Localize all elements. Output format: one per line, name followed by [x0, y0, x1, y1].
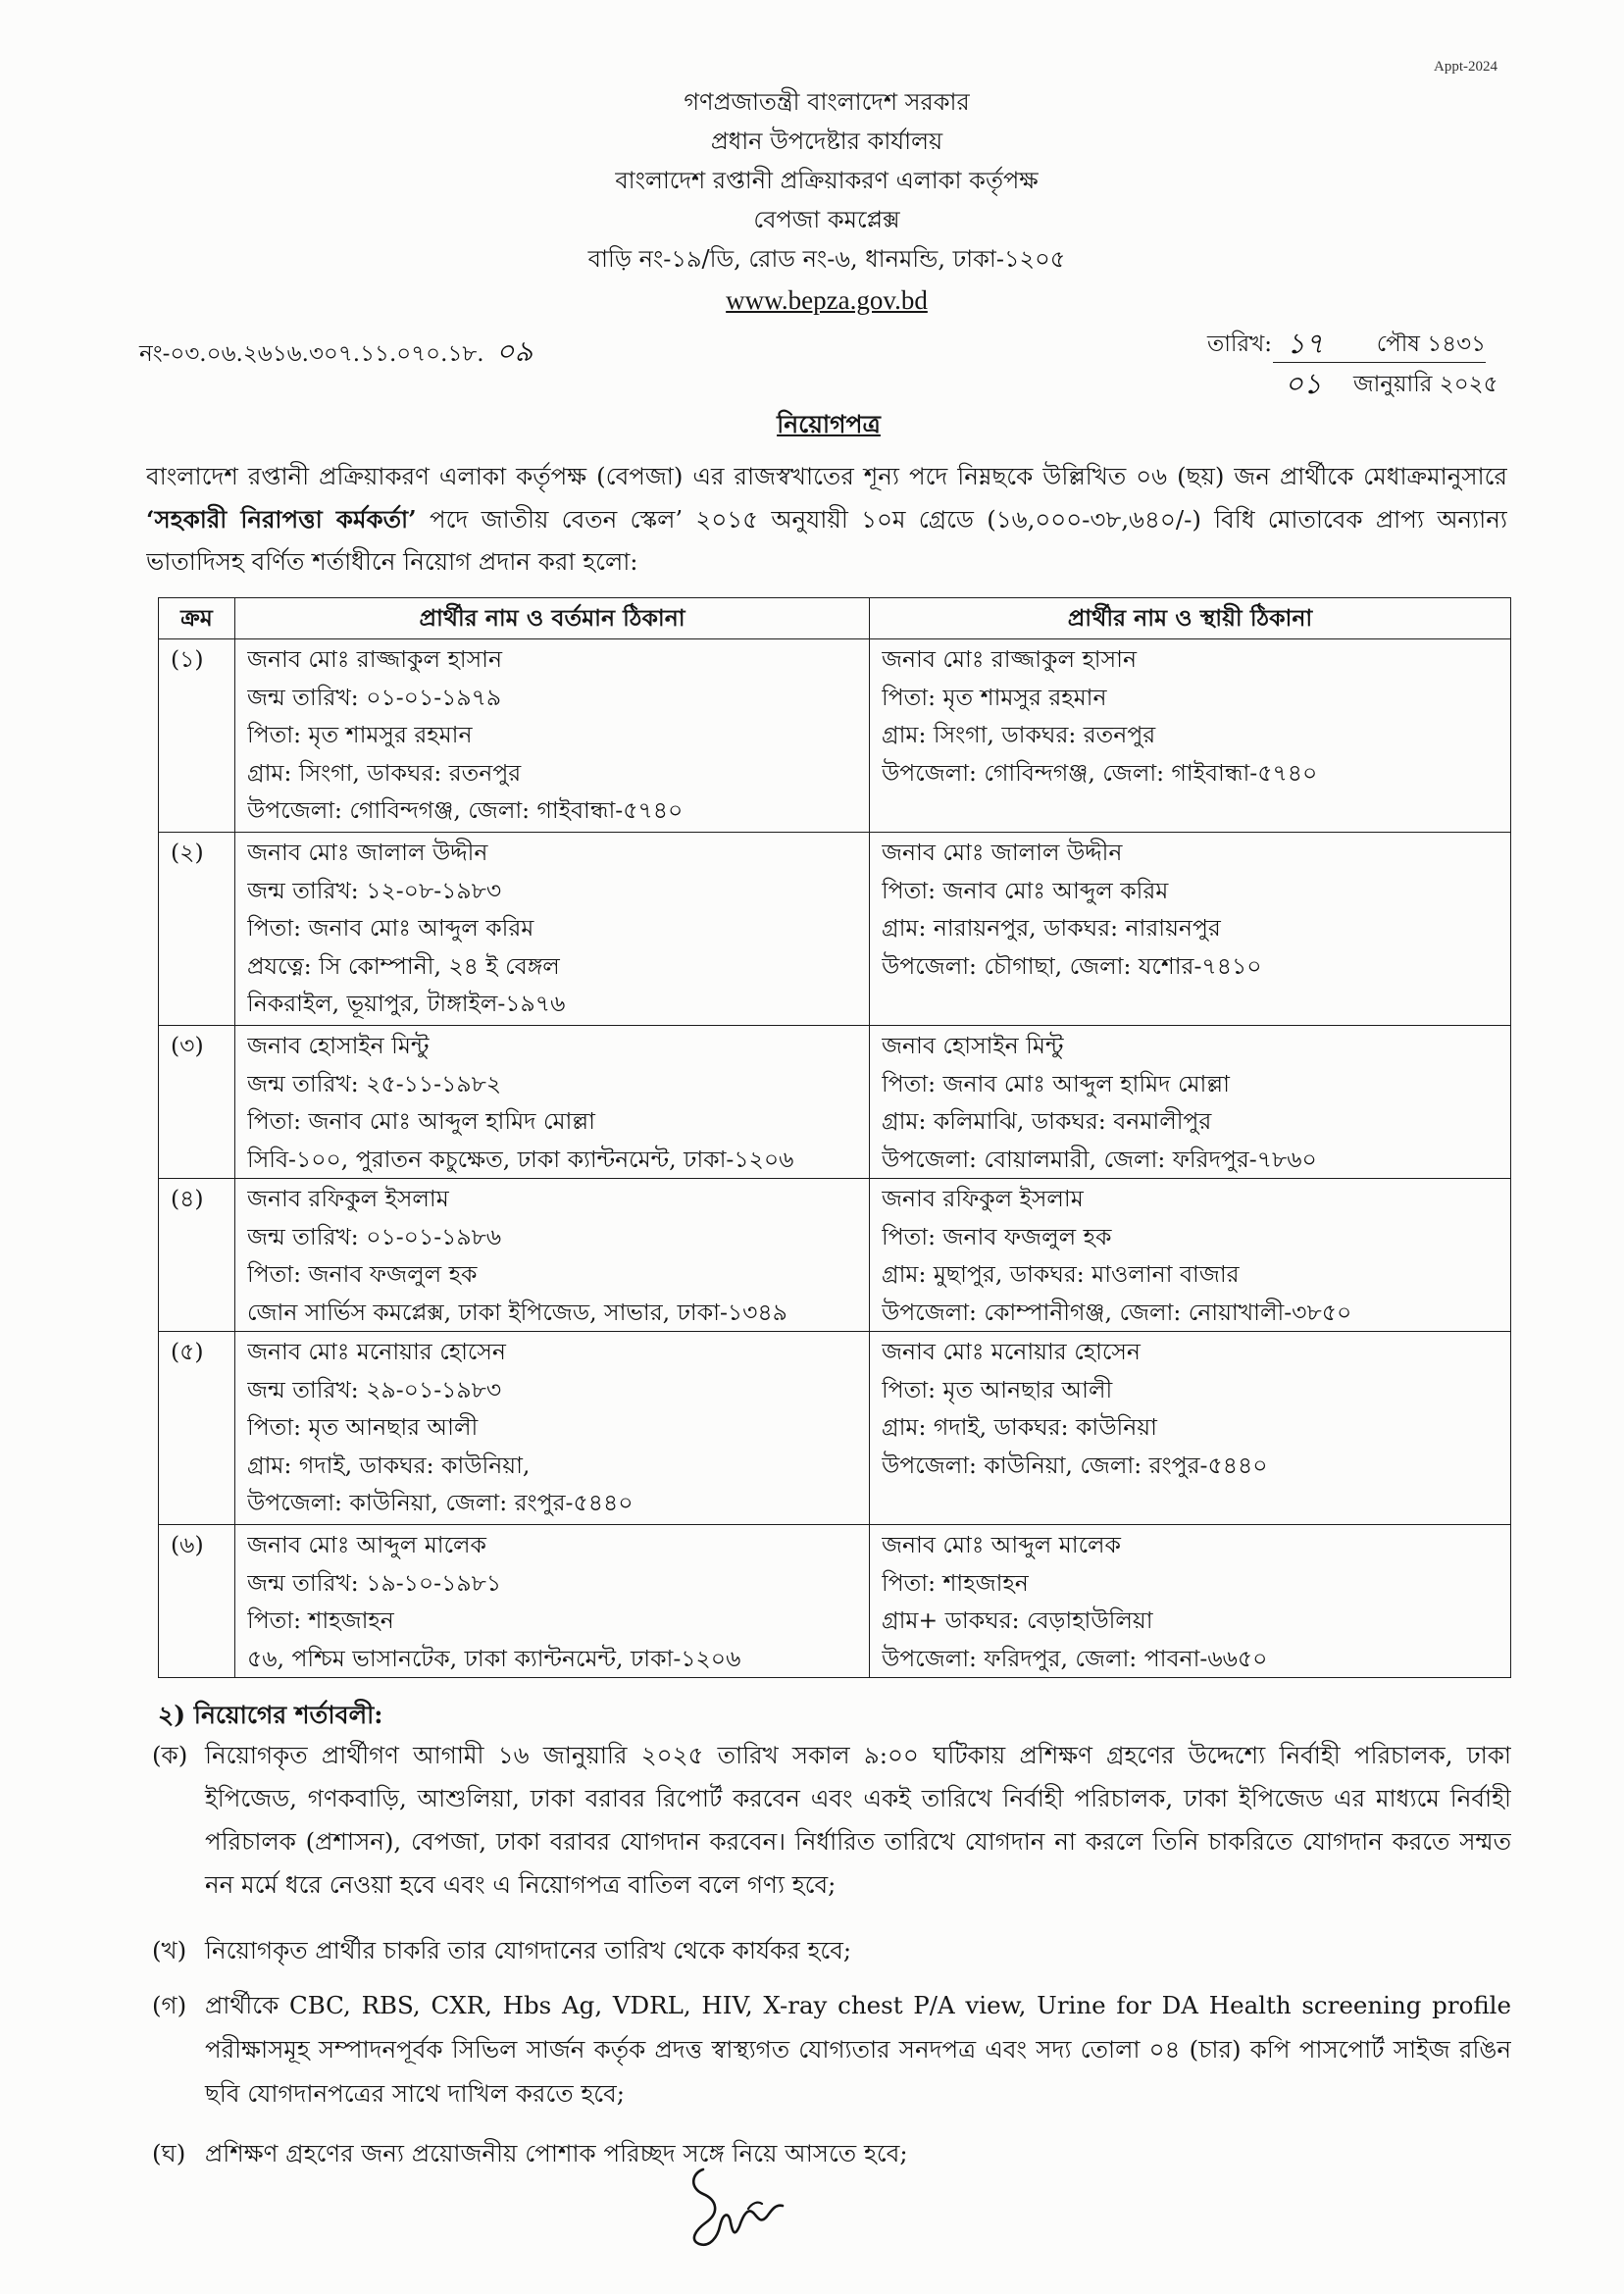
serial-number: (৬)	[171, 1531, 204, 1558]
intro-text-part1: বাংলাদেশ রপ্তানী প্রক্রিয়াকরণ এলাকা কর্তৃপক্ষ (বেপজা) এর রাজস্বখাতের শূন্য পদে নিম্নছকে উল্লিখিত ০৬ (ছয়) জন প্রার্থীকে মেধাক্রমানুসারে	[146, 462, 1507, 490]
condition-text: প্রশিক্ষণ গ্রহণের জন্য প্রয়োজনীয় পোশাক পরিচ্ছদ সঙ্গে নিয়ে আসতে হবে;	[205, 2139, 908, 2167]
date-label: তারিখ:	[1207, 331, 1273, 357]
serial-number: (৫)	[171, 1338, 204, 1365]
address-line: গ্রাম: গদাই, ডাকঘর: কাউনিয়া	[882, 1413, 1157, 1441]
current-address-cell	[235, 639, 870, 833]
candidate-name: জনাব মোঃ আব্দুল মালেক	[247, 1531, 486, 1558]
address-line: উপজেলা: ফরিদপুর, জেলা: পাবনা-৬৬৫০	[882, 1644, 1268, 1672]
address-line: পিতা: জনাব ফজলুল হক	[247, 1260, 478, 1288]
address-line: উপজেলা: চৌগাছা, জেলা: যশোর-৭৪১০	[882, 951, 1262, 980]
candidate-name: জনাব রফিকুল ইসলাম	[247, 1185, 449, 1212]
address-line: জন্ম তারিখ: ১২-০৮-১৯৮৩	[247, 876, 502, 904]
address-line: জন্ম তারিখ: ০১-০১-১৯৮৬	[247, 1222, 502, 1250]
intro-text-part2: পদে জাতীয় বেতন স্কেল’ ২০১৫ অনুযায়ী ১০ম গ্রেডে (১৬,০০০-৩৮,৬৪০/-) বিধি মোতাবেক প্রাপ্য অন্যান্য ভাতাদিসহ বর্ণিত শর্তাধীনে নিয়োগ প্রদান করা হলো:	[146, 504, 1507, 576]
complex-name: বেপজা কমপ্লেক্স	[753, 206, 900, 233]
date-block	[1201, 323, 1525, 407]
address-line: পিতা: মৃত আনছার আলী	[247, 1413, 479, 1441]
condition-label: (খ)	[152, 1936, 187, 1964]
address-line: পিতা: জনাব মোঃ আব্দুল হামিদ মোল্লা	[882, 1069, 1230, 1097]
address-line: জন্ম তারিখ: ০১-০১-১৯৭৯	[247, 683, 502, 711]
serial-cell	[159, 639, 235, 833]
address-line: পিতা: শাহজাহন	[882, 1568, 1029, 1597]
candidate-name: জনাব মোঃ জালাল উদ্দীন	[247, 839, 488, 866]
table-row	[159, 1332, 1511, 1525]
address-line: প্রযত্নে: সি কোম্পানী, ২৪ ই বেঙ্গল	[247, 951, 560, 980]
reference-line	[139, 330, 533, 373]
address-line: গ্রাম: গদাই, ডাকঘর: কাউনিয়া,	[247, 1451, 531, 1479]
reference-serial-handwritten: ০৯	[495, 334, 533, 368]
conditions-heading: ২) নিয়োগের শর্তাবলী:	[158, 1701, 383, 1729]
serial-cell	[159, 1332, 235, 1525]
table-row	[159, 639, 1511, 833]
candidate-name: জনাব হোসাইন মিন্টু	[247, 1032, 430, 1059]
condition-label: (গ)	[152, 1991, 187, 2019]
address-line: গ্রাম: নারায়নপুর, ডাকঘর: নারায়নপুর	[882, 914, 1221, 942]
address-line: পিতা: জনাব মোঃ আব্দুল হামিদ মোল্লা	[247, 1107, 595, 1135]
office-address: বাড়ি নং-১৯/ডি, রোড নং-৬, ধানমন্ডি, ঢাকা-১২০৫	[587, 245, 1066, 273]
current-address-cell	[235, 833, 870, 1026]
address-line: জোন সার্ভিস কমপ্লেক্স, ঢাকা ইপিজেড, সাভার, ঢাকা-১৩৪৯	[247, 1298, 787, 1326]
address-line: পিতা: জনাব ফজলুল হক	[882, 1222, 1112, 1250]
table-row	[159, 1525, 1511, 1678]
website: www.bepza.gov.bd	[726, 285, 928, 315]
serial-cell	[159, 1179, 235, 1332]
permanent-address-cell	[870, 833, 1511, 1026]
address-line: পিতা: জনাব মোঃ আব্দুল করিম	[882, 876, 1169, 904]
current-address-cell	[235, 1332, 870, 1525]
condition-label: (ঘ)	[152, 2139, 186, 2167]
date-bengali-fill	[1273, 323, 1486, 363]
table-row	[159, 1026, 1511, 1179]
date-bengali-month-year: পৌষ ১৪৩১	[1376, 331, 1486, 357]
candidate-name: জনাব মোঃ রাজ্জাকুল হাসান	[247, 645, 502, 673]
candidate-name: জনাব মোঃ মনোয়ার হোসেন	[882, 1338, 1141, 1365]
serial-cell	[159, 833, 235, 1026]
condition-item	[152, 2132, 1511, 2175]
address-line: গ্রাম+ ডাকঘর: বেড়াহাউলিয়া	[882, 1606, 1153, 1634]
date-gregorian-day: ০১	[1285, 367, 1322, 400]
condition-text: প্রার্থীকে CBC, RBS, CXR, Hbs Ag, VDRL, HIV, X-ray chest P/A view, Urine for DA Health screening profile পরীক্ষাসমূহ সম্পাদনপূর্বক সিভিল সার্জন কর্তৃক প্রদত্ত স্বাস্থ্যগত যোগ্যতার সনদপত্র এবং সদ্য তোলা ০৪ (চার) কপি পাসপোর্ট সাইজ রঙিন ছবি যোগদানপত্রের সাথে দাখিল করতে হবে;	[205, 1991, 1511, 2108]
table-row	[159, 833, 1511, 1026]
serial-number: (১)	[171, 645, 204, 673]
serial-cell	[159, 1026, 235, 1179]
table-head	[159, 598, 1511, 639]
candidate-name: জনাব রফিকুল ইসলাম	[882, 1185, 1084, 1212]
serial-number: (২)	[171, 839, 204, 866]
condition-item	[152, 1983, 1511, 2116]
permanent-address-cell	[870, 639, 1511, 833]
condition-item	[152, 1734, 1511, 1907]
address-line: পিতা: মৃত শামসুর রহমান	[247, 721, 473, 748]
address-line: পিতা: শাহজাহন	[247, 1606, 394, 1634]
address-line: উপজেলা: কাউনিয়া, জেলা: রংপুর-৫৪৪০	[247, 1489, 634, 1516]
address-line: উপজেলা: কাউনিয়া, জেলা: রংপুর-৫৪৪০	[882, 1451, 1268, 1479]
letterhead	[434, 82, 1219, 322]
current-address-cell	[235, 1525, 870, 1678]
reference-number: নং-০৩.০৬.২৬১৬.৩০৭.১১.০৭০.১৮.	[139, 341, 484, 367]
serial-number: (৪)	[171, 1185, 204, 1212]
column-header-current-address: প্রার্থীর নাম ও বর্তমান ঠিকানা	[235, 598, 870, 639]
candidates-table	[158, 597, 1511, 1678]
condition-text: নিয়োগকৃত প্রার্থীগণ আগামী ১৬ জানুয়ারি ২০২৫ তারিখ সকাল ৯:০০ ঘটিকায় প্রশিক্ষণ গ্রহণের উদ্দেশ্যে নির্বাহী পরিচালক, ঢাকা ইপিজেড, গণকবাড়ি, আশুলিয়া, ঢাকা বরাবর রিপোর্ট করবেন এবং একই তারিখে নির্বাহী পরিচালক, ঢাকা ইপিজেড এর মাধ্যমে নির্বাহী পরিচালক (প্রশাসন), বেপজা, ঢাকা বরাবর যোগদান করবেন। নির্ধারিত তারিখে যোগদান না করলে তিনি চাকরিতে যোগদান করতে সম্মত নন মর্মে ধরে নেওয়া হবে এবং এ নিয়োগপত্র বাতিল বলে গণ্য হবে;	[205, 1741, 1511, 1899]
current-address-cell	[235, 1026, 870, 1179]
address-line: পিতা: মৃত শামসুর রহমান	[882, 683, 1107, 711]
signature	[684, 2158, 801, 2251]
permanent-address-cell	[870, 1179, 1511, 1332]
address-line: জন্ম তারিখ: ২৫-১১-১৯৮২	[247, 1069, 502, 1097]
address-line: গ্রাম: সিংগা, ডাকঘর: রতনপুর	[882, 721, 1156, 748]
permanent-address-cell	[870, 1332, 1511, 1525]
condition-label: (ক)	[152, 1741, 188, 1769]
government-name: গণপ্রজাতন্ত্রী বাংলাদেশ সরকার	[684, 88, 970, 116]
table-header-row	[159, 598, 1511, 639]
serial-cell	[159, 1525, 235, 1678]
column-header-permanent-address: প্রার্থীর নাম ও স্থায়ী ঠিকানা	[870, 598, 1511, 639]
date-bengali-day: ১৭	[1287, 327, 1324, 360]
address-line: জন্ম তারিখ: ২৯-০১-১৯৮৩	[247, 1375, 502, 1403]
condition-item	[152, 1929, 1511, 1972]
date-gregorian	[1201, 363, 1525, 406]
date-gregorian-month-year: জানুয়ারি ২০২৫	[1353, 372, 1498, 397]
authority-name: বাংলাদেশ রপ্তানী প্রক্রিয়াকরণ এলাকা কর্তৃপক্ষ	[615, 167, 1039, 194]
intro-paragraph	[146, 455, 1507, 584]
address-line: উপজেলা: গোবিন্দগঞ্জ, জেলা: গাইবান্ধা-৫৭৪০	[882, 758, 1318, 787]
address-line: গ্রাম: সিংগা, ডাকঘর: রতনপুর	[247, 758, 522, 787]
address-line: উপজেলা: বোয়ালমারী, জেলা: ফরিদপুর-৭৮৬০	[882, 1145, 1317, 1173]
office-name: প্রধান উপদেষ্টার কার্যালয়	[710, 127, 943, 155]
candidate-name: জনাব মোঃ মনোয়ার হোসেন	[247, 1338, 506, 1365]
table-body	[159, 639, 1511, 1678]
address-line: পিতা: জনাব মোঃ আব্দুল করিম	[247, 914, 534, 942]
table-row	[159, 1179, 1511, 1332]
page-title-text: নিয়োগপত্র	[777, 410, 881, 438]
candidate-name: জনাব মোঃ আব্দুল মালেক	[882, 1531, 1121, 1558]
candidate-name: জনাব হোসাইন মিন্টু	[882, 1032, 1064, 1059]
address-line: উপজেলা: কোম্পানীগঞ্জ, জেলা: নোয়াখালী-৩৮৫০	[882, 1298, 1352, 1326]
address-line: গ্রাম: কলিমাঝি, ডাকঘর: বনমালীপুর	[882, 1107, 1212, 1135]
permanent-address-cell	[870, 1525, 1511, 1678]
candidate-name: জনাব মোঃ জালাল উদ্দীন	[882, 839, 1123, 866]
address-line: সিবি-১০০, পুরাতন কচুক্ষেত, ঢাকা ক্যান্টনমেন্ট, ঢাকা-১২০৬	[247, 1145, 794, 1173]
page-title	[633, 403, 1025, 446]
address-line: ৫৬, পশ্চিম ভাসানটেক, ঢাকা ক্যান্টনমেন্ট, ঢাকা-১২০৬	[247, 1644, 741, 1672]
column-header-serial: ক্রম	[159, 598, 235, 639]
post-title: ‘সহকারী নিরাপত্তা কর্মকর্তা’	[146, 504, 417, 534]
address-line: গ্রাম: মুছাপুর, ডাকঘর: মাওলানা বাজার	[882, 1260, 1240, 1288]
permanent-address-cell	[870, 1026, 1511, 1179]
address-line: জন্ম তারিখ: ১৯-১০-১৯৮১	[247, 1568, 502, 1597]
address-line: উপজেলা: গোবিন্দগঞ্জ, জেলা: গাইবান্ধা-৫৭৪০	[247, 796, 684, 824]
address-line: পিতা: মৃত আনছার আলী	[882, 1375, 1113, 1403]
document-code: Appt-2024	[1434, 59, 1497, 75]
candidate-name: জনাব মোঃ রাজ্জাকুল হাসান	[882, 645, 1137, 673]
condition-text: নিয়োগকৃত প্রার্থীর চাকরি তার যোগদানের তারিখ থেকে কার্যকর হবে;	[205, 1936, 852, 1964]
address-line: নিকরাইল, ভূয়াপুর, টাঙ্গাইল-১৯৭৬	[247, 990, 566, 1017]
serial-number: (৩)	[171, 1032, 204, 1059]
current-address-cell	[235, 1179, 870, 1332]
